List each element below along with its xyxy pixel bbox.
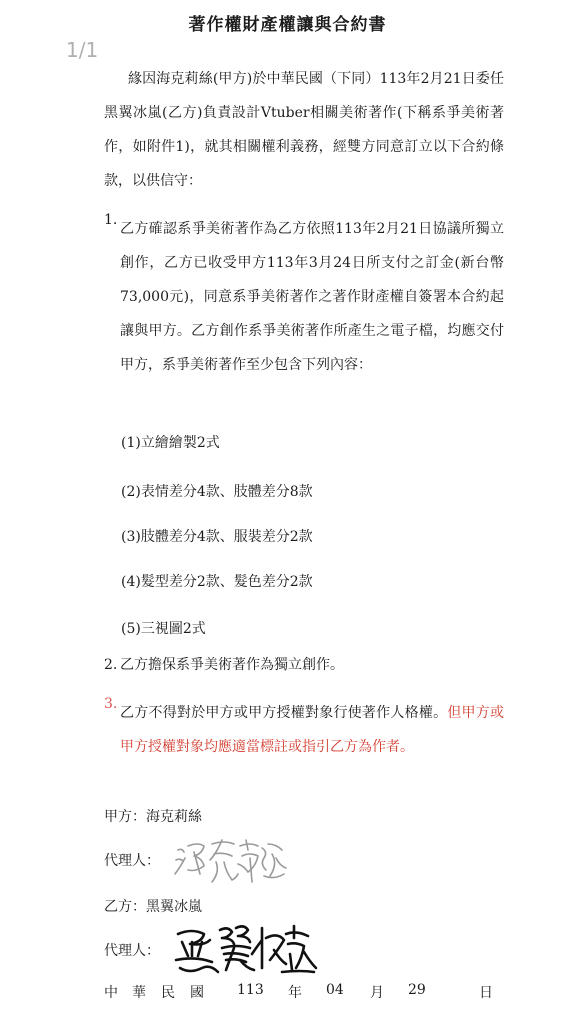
clause-1-item-1: (1)立繪繪製2式 xyxy=(121,435,220,451)
page-counter: 1/1 xyxy=(66,38,99,62)
clause-text-black: 乙方不得對於甲方或甲方授權對象行使著作人格權。 xyxy=(120,705,448,721)
clause-3 xyxy=(104,696,504,764)
clause-number: 3. xyxy=(104,696,118,712)
clause-1-item-5: (5)三視圖2式 xyxy=(121,621,206,637)
clause-2 xyxy=(104,648,504,682)
party-a-signature xyxy=(172,836,290,894)
date-day-unit: 日 xyxy=(479,985,493,1001)
clause-1-item-4: (4)髮型差分2款、髮色差分2款 xyxy=(121,574,313,590)
date-era-3: 民 xyxy=(161,985,175,1001)
date-day: 29 xyxy=(408,982,426,998)
date-year-unit: 年 xyxy=(288,985,302,1001)
date-era-4: 國 xyxy=(190,985,204,1001)
date-line xyxy=(104,982,494,1010)
party-a-label: 甲方：海克莉絲 xyxy=(104,809,202,825)
party-b-label: 乙方：黑翼冰嵐 xyxy=(104,899,202,915)
clause-1 xyxy=(104,212,504,382)
date-month-unit: 月 xyxy=(370,985,384,1001)
party-a-agent-label: 代理人： xyxy=(104,853,160,869)
date-year: 113 xyxy=(237,982,264,998)
clause-1-item-2: (2)表情差分4款、肢體差分8款 xyxy=(121,484,313,500)
date-month: 04 xyxy=(326,982,344,998)
date-era-2: 華 xyxy=(132,985,146,1001)
clause-text xyxy=(120,696,504,764)
clause-1-item-3: (3)肢體差分4款、服裝差分2款 xyxy=(121,529,313,545)
party-b-signature xyxy=(170,920,322,978)
date-era-1: 中 xyxy=(104,985,118,1001)
party-b-agent-label: 代理人： xyxy=(104,943,160,959)
intro-paragraph: 緣因海克莉絲(甲方)於中華民國（下同）113年2月21日委任黑翼冰嵐(乙方)負責設計Vtuber相關美術著作(下稱系爭美術著作，如附件1)，就其相關權利義務，經雙方同意訂立以下合約條款，以供信守： xyxy=(104,71,504,189)
clause-number: 2. xyxy=(104,657,118,673)
clause-number: 1. xyxy=(104,212,118,228)
document-title: 著作權財產權讓與合約書 xyxy=(188,15,387,35)
clause-text: 乙方確認系爭美術著作為乙方依照113年2月21日協議所獨立創作，乙方已收受甲方113年3月24日所支付之訂金(新台幣73,000元)，同意系爭美術著作之著作財產權自簽署本合約起讓與甲方。乙方創作系爭美術著作所產生之電子檔，均應交付甲方，系爭美術著作至少包含下列內容： xyxy=(120,221,504,373)
clause-text-red: 但甲方或甲方授權對象均應適當標註或指引乙方為作者。 xyxy=(120,705,505,755)
clause-text: 乙方擔保系爭美術著作為獨立創作。 xyxy=(120,657,344,673)
